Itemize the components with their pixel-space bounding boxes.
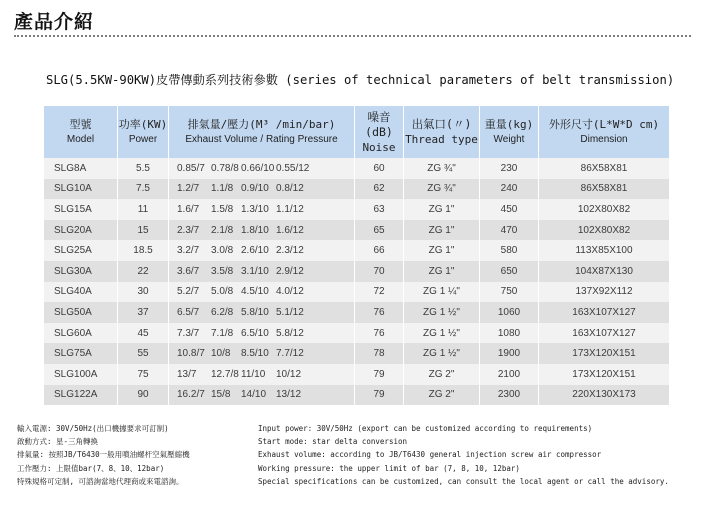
cell-noise: 70 xyxy=(354,261,403,282)
cell-dimension: 163X107X127 xyxy=(538,302,669,323)
cell-thread: ZG 1" xyxy=(403,199,479,220)
cell-noise: 65 xyxy=(354,220,403,241)
cell-exhaust-volume xyxy=(168,199,354,220)
table-row xyxy=(44,261,669,282)
exhaust-value: 5.2/7 xyxy=(177,286,200,298)
exhaust-value: 1.3/10 xyxy=(241,203,269,215)
note-line: Exhaust volume: according to JB/T6430 general injection screw air compressor xyxy=(258,450,602,460)
exhaust-value: 5.8/10 xyxy=(241,306,269,318)
cell-model: SLG10A xyxy=(44,179,117,200)
cell-power: 75 xyxy=(117,364,168,385)
exhaust-value: 7.1/8 xyxy=(211,327,234,339)
header-power: 功率(KW) Power xyxy=(117,106,168,158)
cell-thread: ZG 1" xyxy=(403,261,479,282)
cell-model: SLG40A xyxy=(44,282,117,303)
exhaust-value: 13/7 xyxy=(177,368,197,380)
note-line: 輸入電源: 30V/50Hz(出口機據要求可訂制) xyxy=(17,424,169,433)
cell-noise: 79 xyxy=(354,364,403,385)
cell-dimension: 86X58X81 xyxy=(538,179,669,200)
cell-exhaust-volume xyxy=(168,323,354,344)
cell-weight: 450 xyxy=(479,199,538,220)
cell-exhaust-volume xyxy=(168,179,354,200)
spec-table xyxy=(44,106,669,405)
exhaust-value: 2.1/8 xyxy=(211,224,234,236)
exhaust-value: 1.1/12 xyxy=(276,203,304,215)
table-header-row xyxy=(44,106,669,158)
cell-dimension: 102X80X82 xyxy=(538,220,669,241)
header-model: 型號 Model xyxy=(44,106,117,158)
header-noise: 噪音(dB) Noise xyxy=(354,106,403,158)
note-line: Input power: 30V/50Hz (export can be customized according to requirements) xyxy=(258,424,593,433)
cell-power: 45 xyxy=(117,323,168,344)
cell-thread: ZG ¾" xyxy=(403,179,479,200)
exhaust-value: 12.7/8 xyxy=(211,368,239,380)
note-line: 排氣量: 按照JB/T6430一般用噴油螺杆空氣壓縮機 xyxy=(17,450,190,460)
exhaust-value: 3.1/10 xyxy=(241,265,269,277)
exhaust-value: 0.55/12 xyxy=(276,162,310,174)
cell-noise: 78 xyxy=(354,343,403,364)
cell-weight: 470 xyxy=(479,220,538,241)
cell-thread: ZG 1 ½" xyxy=(403,302,479,323)
cell-dimension: 102X80X82 xyxy=(538,199,669,220)
cell-thread: ZG 2" xyxy=(403,364,479,385)
cell-weight: 2100 xyxy=(479,364,538,385)
table-title: SLG(5.5KW-90KW)皮帶傳動系列技術參數 (series of technical parameters of belt transmission) xyxy=(46,73,675,87)
cell-exhaust-volume xyxy=(168,220,354,241)
note-line: Start mode: star delta conversion xyxy=(258,437,408,447)
page-heading: 產品介紹 xyxy=(14,11,95,33)
cell-model: SLG15A xyxy=(44,199,117,220)
exhaust-value: 0.9/10 xyxy=(241,183,269,195)
cell-power: 15 xyxy=(117,220,168,241)
cell-exhaust-volume xyxy=(168,385,354,406)
cell-power: 18.5 xyxy=(117,240,168,261)
cell-dimension: 173X120X151 xyxy=(538,343,669,364)
table-row xyxy=(44,323,669,344)
cell-power: 55 xyxy=(117,343,168,364)
cell-thread: ZG 1 ½" xyxy=(403,323,479,344)
exhaust-value: 2.9/12 xyxy=(276,265,304,277)
exhaust-value: 7.7/12 xyxy=(276,348,304,360)
cell-weight: 650 xyxy=(479,261,538,282)
cell-exhaust-volume xyxy=(168,261,354,282)
exhaust-value: 0.66/10 xyxy=(241,162,275,174)
cell-weight: 1060 xyxy=(479,302,538,323)
cell-thread: ZG 1 ¼" xyxy=(403,282,479,303)
table-row xyxy=(44,220,669,241)
exhaust-value: 16.2/7 xyxy=(177,389,205,401)
cell-thread: ZG 1 ½" xyxy=(403,343,479,364)
table-row xyxy=(44,282,669,303)
note-line: 啟動方式: 星-三角轉換 xyxy=(17,437,99,447)
header-exhaust: 排氣量/壓力(M³ /min/bar) Exhaust Volume / Rating Pressure xyxy=(168,106,354,158)
table-row xyxy=(44,199,669,220)
cell-noise: 62 xyxy=(354,179,403,200)
cell-power: 30 xyxy=(117,282,168,303)
cell-thread: ZG ¾" xyxy=(403,158,479,179)
table-row xyxy=(44,158,669,179)
cell-dimension: 113X85X100 xyxy=(538,240,669,261)
cell-weight: 1080 xyxy=(479,323,538,344)
cell-power: 5.5 xyxy=(117,158,168,179)
exhaust-value: 8.5/10 xyxy=(241,348,269,360)
note-line: Special specifications can be customized, can consult the local agent or call the advisory. xyxy=(258,476,669,486)
exhaust-value: 14/10 xyxy=(241,389,267,401)
note-line: Working pressure: the upper limit of bar (7, 8, 10, 12bar) xyxy=(258,463,520,473)
note-line: 特殊規格可定制, 可諮詢當地代理商或來電諮詢。 xyxy=(17,476,184,486)
cell-exhaust-volume xyxy=(168,158,354,179)
cell-power: 11 xyxy=(117,199,168,220)
exhaust-value: 1.6/12 xyxy=(276,224,304,236)
cell-noise: 76 xyxy=(354,323,403,344)
cell-exhaust-volume xyxy=(168,364,354,385)
cell-weight: 240 xyxy=(479,179,538,200)
exhaust-value: 2.3/7 xyxy=(177,224,200,236)
cell-weight: 1900 xyxy=(479,343,538,364)
exhaust-value: 15/8 xyxy=(211,389,231,401)
table-row xyxy=(44,240,669,261)
cell-weight: 580 xyxy=(479,240,538,261)
cell-power: 37 xyxy=(117,302,168,323)
cell-model: SLG20A xyxy=(44,220,117,241)
exhaust-value: 6.5/10 xyxy=(241,327,269,339)
exhaust-value: 2.3/12 xyxy=(276,245,304,257)
cell-thread: ZG 2" xyxy=(403,385,479,406)
cell-power: 22 xyxy=(117,261,168,282)
table-row xyxy=(44,343,669,364)
exhaust-value: 6.2/8 xyxy=(211,306,234,318)
exhaust-value: 3.0/8 xyxy=(211,245,234,257)
exhaust-value: 2.6/10 xyxy=(241,245,269,257)
exhaust-value: 10.8/7 xyxy=(177,348,205,360)
table-row xyxy=(44,364,669,385)
cell-weight: 2300 xyxy=(479,385,538,406)
cell-model: SLG8A xyxy=(44,158,117,179)
cell-weight: 230 xyxy=(479,158,538,179)
cell-power: 90 xyxy=(117,385,168,406)
exhaust-value: 11/10 xyxy=(241,368,266,380)
cell-exhaust-volume xyxy=(168,302,354,323)
exhaust-value: 3.5/8 xyxy=(211,265,234,277)
cell-dimension: 137X92X112 xyxy=(538,282,669,303)
cell-dimension: 173X120X151 xyxy=(538,364,669,385)
exhaust-value: 3.2/7 xyxy=(177,245,200,257)
cell-noise: 76 xyxy=(354,302,403,323)
cell-thread: ZG 1" xyxy=(403,220,479,241)
cell-dimension: 163X107X127 xyxy=(538,323,669,344)
note-line: 工作壓力: 上限值bar(7、8、10、12bar) xyxy=(17,463,165,473)
cell-exhaust-volume xyxy=(168,240,354,261)
cell-thread: ZG 1" xyxy=(403,240,479,261)
exhaust-value: 13/12 xyxy=(276,389,302,401)
exhaust-value: 1.1/8 xyxy=(211,183,234,195)
cell-dimension: 220X130X173 xyxy=(538,385,669,406)
cell-noise: 79 xyxy=(354,385,403,406)
table-row xyxy=(44,302,669,323)
table-row xyxy=(44,179,669,200)
header-weight: 重量(kg) Weight xyxy=(479,106,538,158)
cell-model: SLG100A xyxy=(44,364,117,385)
cell-noise: 63 xyxy=(354,199,403,220)
cell-model: SLG122A xyxy=(44,385,117,406)
exhaust-value: 3.6/7 xyxy=(177,265,200,277)
cell-model: SLG75A xyxy=(44,343,117,364)
exhaust-value: 0.85/7 xyxy=(177,162,205,174)
exhaust-value: 0.8/12 xyxy=(276,183,304,195)
cell-power: 7.5 xyxy=(117,179,168,200)
exhaust-value: 5.8/12 xyxy=(276,327,304,339)
cell-noise: 72 xyxy=(354,282,403,303)
cell-exhaust-volume xyxy=(168,343,354,364)
cell-model: SLG25A xyxy=(44,240,117,261)
notes-chinese xyxy=(17,422,190,488)
exhaust-value: 1.6/7 xyxy=(177,203,200,215)
cell-dimension: 86X58X81 xyxy=(538,158,669,179)
notes-english xyxy=(258,422,669,488)
cell-model: SLG30A xyxy=(44,261,117,282)
exhaust-value: 1.2/7 xyxy=(177,183,200,195)
header-thread: 出氣口(〃) Thread type xyxy=(403,106,479,158)
cell-noise: 60 xyxy=(354,158,403,179)
exhaust-value: 0.78/8 xyxy=(211,162,239,174)
cell-exhaust-volume xyxy=(168,282,354,303)
exhaust-value: 1.8/10 xyxy=(241,224,269,236)
exhaust-value: 6.5/7 xyxy=(177,306,200,318)
exhaust-value: 10/8 xyxy=(211,348,231,360)
cell-weight: 750 xyxy=(479,282,538,303)
cell-noise: 66 xyxy=(354,240,403,261)
table-row xyxy=(44,385,669,406)
cell-dimension: 104X87X130 xyxy=(538,261,669,282)
dotted-divider xyxy=(14,35,691,37)
header-dimension: 外形尺寸(L*W*D cm) Dimension xyxy=(538,106,669,158)
exhaust-value: 1.5/8 xyxy=(211,203,234,215)
cell-model: SLG50A xyxy=(44,302,117,323)
cell-model: SLG60A xyxy=(44,323,117,344)
exhaust-value: 5.1/12 xyxy=(276,306,304,318)
exhaust-value: 10/12 xyxy=(276,368,302,380)
exhaust-value: 4.0/12 xyxy=(276,286,304,298)
exhaust-value: 7.3/7 xyxy=(177,327,200,339)
exhaust-value: 5.0/8 xyxy=(211,286,234,298)
exhaust-value: 4.5/10 xyxy=(241,286,269,298)
